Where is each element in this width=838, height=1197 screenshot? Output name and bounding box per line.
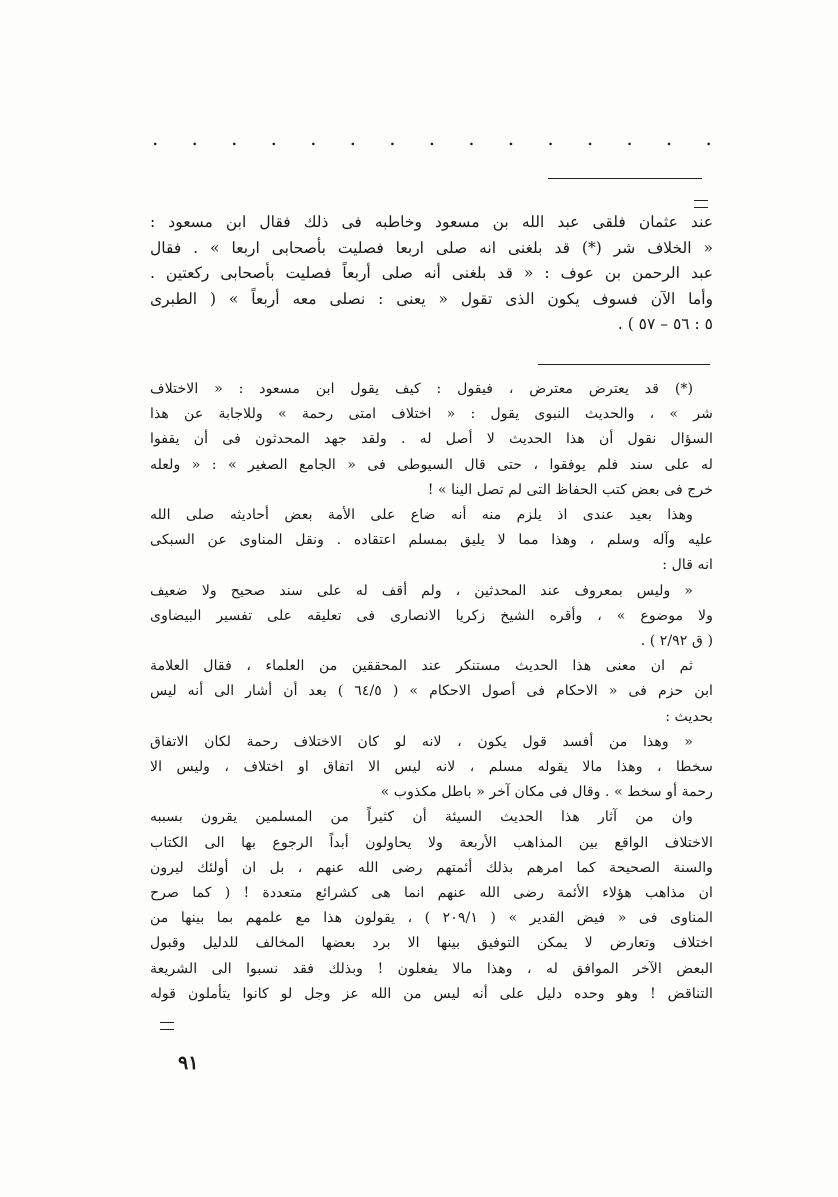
footnote-block [150, 377, 713, 1007]
footnote-line: اختلاف وتعارض لا يمكن التوفيق بينها الا برد بعضها المخالف للدليل وقبول [150, 935, 713, 952]
footnote-line: وان من آثار هذا الحديث السيئة أن كثيراً من المسلمين يقرون بسببه [150, 809, 693, 826]
footnote-line: شر » ، والحديث النبوى يقول : « اختلاف امتى رحمة » وللاجابة عن هذا [150, 406, 713, 423]
footnote-line: ولا موضوع » ، وأقره الشيخ زكريا الانصارى فى تعليقه على تفسير البيضاوى [150, 607, 713, 624]
footnote-line: ( ق ٢/٩٢ ) . [640, 633, 713, 650]
page-number: ٩١ [178, 1052, 199, 1074]
main-text-line: عند عثمان فلقى عبد الله بن مسعود وخاطبه فى ذلك فقال ابن مسعود : [150, 213, 713, 231]
main-text-line: وأما الآن فسوف يكون الذى تقول « يعنى : نصلى معه أربعاً » ( الطبرى [150, 289, 713, 308]
footnote-line: « وليس بمعروف عند المحدثين ، ولم أقف له على سند صحيح ولا ضعيف [150, 582, 693, 599]
continuation-mark-bottom [160, 1022, 174, 1030]
section-separator-rule [548, 178, 702, 179]
continuation-mark-top [694, 200, 708, 208]
footnote-line: السؤال نقول أن هذا الحديث لا أصل له . ولقد جهد المحدثون فى أن يقفوا [150, 431, 713, 448]
footnote-line: البعض الآخر الموافق له ، وهذا مالا يفعلون ! وبذلك فقد نسبوا الى الشريعة [150, 960, 713, 977]
main-text-line: « الخلاف شر (*) قد بلغنى انه صلى اربعا فصليت بأصحابى اربعا » . فقال [150, 238, 713, 257]
footnote-line: خرج فى بعض كتب الحفاظ التى لم تصل الينا » ! [427, 481, 713, 498]
main-text-line: ٥ : ٥٦ – ٥٧ ) . [617, 315, 713, 333]
footnote-line: وهذا بعيد عندى اذ يلزم منه أنه ضاع على الأمة بعض أحاديثه صلى الله [150, 507, 693, 524]
footnote-line: بحديث : [665, 708, 713, 725]
main-text-block [150, 210, 713, 338]
footnote-line: التناقض ! وهو وحده دليل على أنه ليس من الله عز وجل لو كانوا يتأملون قوله [150, 985, 713, 1002]
footnote-line: (*) قد يعترض معترض ، فيقول : كيف يقول ابن مسعود : « الاختلاف [150, 381, 693, 397]
footnote-line: عليه وآله وسلم ، وهذا مما لا يليق بمسلم اعتقاده . ونقل المناوى عن السبكى [150, 532, 713, 549]
footnote-line: سخطا ، وهذا مالا يقوله مسلم ، لانه ليس الا اتفاق او اختلاف ، وليس الا [150, 759, 713, 776]
footnote-line: ان مذاهب هؤلاء الأئمة رضى الله عنهم انما هى كشرائع متعددة ! ( كما صرح [150, 885, 713, 902]
footnote-separator-rule [538, 364, 710, 365]
footnote-line: انه قال : [662, 557, 713, 574]
footnote-line: « وهذا من أفسد قول يكون ، لانه لو كان الاختلاف رحمة لكان الاتفاق [150, 733, 693, 750]
footnote-line: والسنة الصحيحة كما امرهم بذلك أئمتهم رضى الله عنهم ، بل ان أولئك ليرون [150, 859, 713, 876]
main-text-line: عبد الرحمن بن عوف : « قد بلغنى أنه صلى أربعاً فصليت بأصحابى ركعتين . [150, 264, 713, 282]
footnote-line: رحمة أو سخط » . وقال فى مكان آخر « باطل مكذوب » [380, 784, 713, 801]
footnote-line: المناوى فى « فيض القدير » ( ٢٠٩/١ ) ، يقولون هذا مع علمهم بما بينها من [150, 910, 713, 927]
footnote-line: له على سند فلم يوفقوا ، حتى قال السيوطى فى « الجامع الصغير » : « ولعله [150, 456, 713, 473]
footnote-line: ثم ان معنى هذا الحديث مستنكر عند المحققين من العلماء ، فقال العلامة [150, 658, 693, 675]
ellipsis-dot-row: . . . . . . . . . . . . . . . [152, 126, 712, 150]
footnote-line: الاختلاف الواقع بين المذاهب الأربعة ولا يحاولون أبداً الرجوع بها الى الكتاب [150, 834, 713, 851]
footnote-line: ابن حزم فى « الاحكام فى أصول الاحكام » ( ٦٤/٥ ) بعد أن أشار الى أنه ليس [150, 683, 713, 700]
